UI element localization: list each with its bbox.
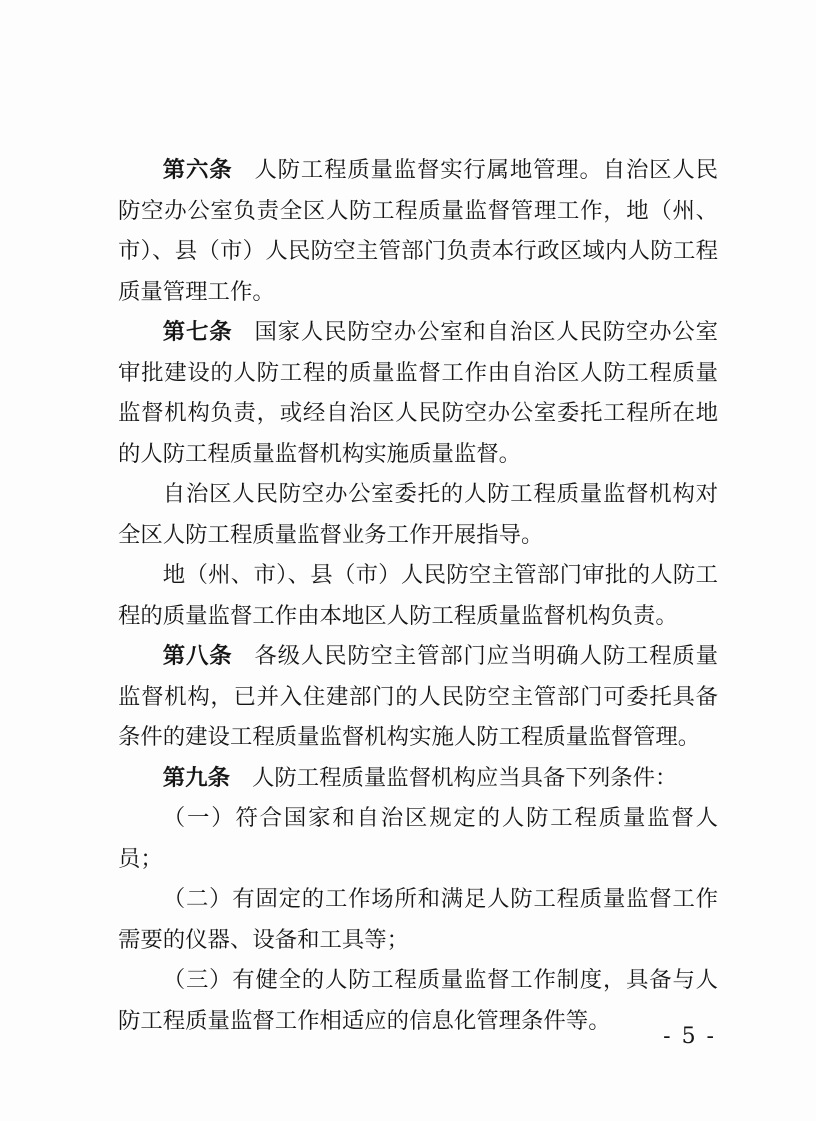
article-9-item-1 [118, 798, 718, 879]
article-9-item-3 [118, 960, 718, 1041]
article-7-clause-3 [118, 555, 718, 636]
page-number: - 5 - [663, 1024, 716, 1049]
article-number: 第九条 [162, 764, 230, 791]
article-7-clause-2 [118, 474, 718, 555]
document-body [118, 150, 718, 1041]
article-text: 各级人民防空主管部门应当明确人防工程质量监督机构，已并入住建部门的人民防空主管部门可委托具备条件的建设工程质量监督机构实施人防工程质量监督管理。 [118, 643, 718, 750]
article-text: 国家人民防空办公室和自治区人民防空办公室审批建设的人防工程的质量监督工作由自治区人防工程质量监督机构负责，或经自治区人民防空办公室委托工程所在地的人防工程质量监督机构实施质量监督。 [118, 319, 718, 467]
article-text: 人防工程质量监督机构应当具备下列条件： [251, 764, 678, 791]
article-9-paragraph [118, 758, 718, 799]
article-text: 人防工程质量监督实行属地管理。自治区人民防空办公室负责全区人防工程质量监督管理工作，地（州、市）、县（市）人民防空主管部门负责本行政区域内人防工程质量管理工作。 [118, 157, 718, 305]
article-text: （二）有固定的工作场所和满足人防工程质量监督工作需要的仪器、设备和工具等； [118, 886, 718, 953]
article-text: （三）有健全的人防工程质量监督工作制度，具备与人防工程质量监督工作相适应的信息化管理条件等。 [118, 967, 718, 1034]
article-9-item-2 [118, 879, 718, 960]
article-number: 第六条 [162, 157, 233, 183]
article-7-paragraph [118, 312, 718, 474]
article-text: 自治区人民防空办公室委托的人防工程质量监督机构对全区人防工程质量监督业务工作开展指导。 [118, 481, 718, 548]
article-number: 第七条 [162, 319, 233, 345]
article-text: （一）符合国家和自治区规定的人防工程质量监督人员； [118, 805, 718, 872]
article-6-paragraph [118, 150, 718, 312]
article-number: 第八条 [162, 643, 233, 669]
article-8-paragraph [118, 636, 718, 758]
article-text: 地（州、市）、县（市）人民防空主管部门审批的人防工程的质量监督工作由本地区人防工程质量监督机构负责。 [118, 562, 718, 629]
